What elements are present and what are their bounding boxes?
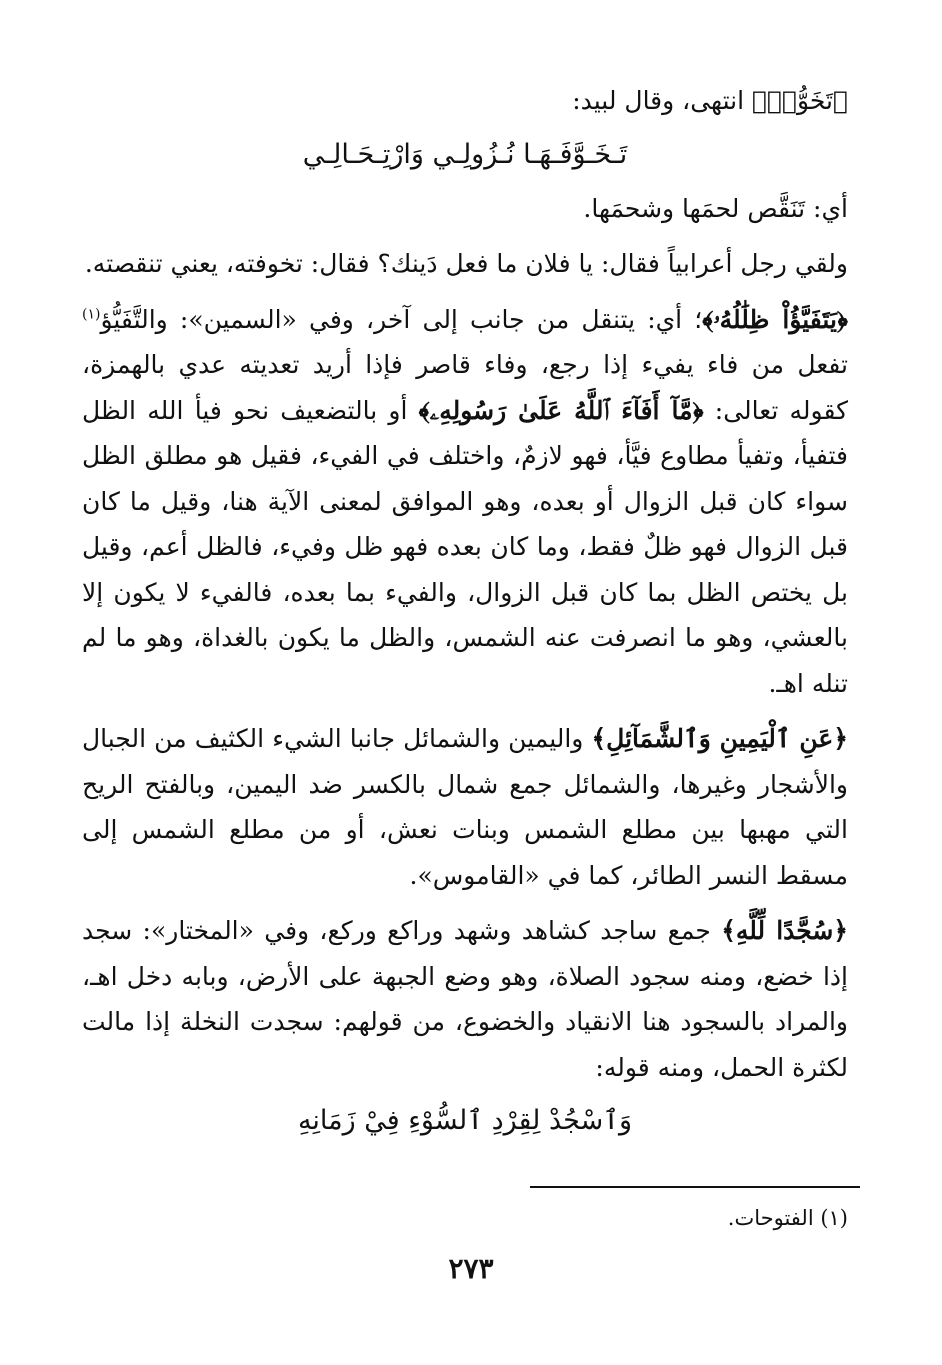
footnote-marker: (١) — [82, 306, 101, 323]
line-explanation: أي: تَنَقَّص لحمَها وشحمَها. — [583, 193, 848, 223]
quran-phrase-1: ﴿يَتَفَيَّؤُاْ ظِلَٰلُهُۥ﴾ — [702, 304, 849, 334]
page-number: ٢٧٣ — [448, 1252, 494, 1285]
footnote-divider — [530, 1186, 860, 1188]
poem-verse-2: وَٱسْجُدْ لِقِرْدِ ٱلسُّوْءِ فِيْ زَمَانِهِ — [297, 1105, 633, 1136]
paragraph-2 — [82, 297, 848, 707]
quran-phrase-2: ﴿مَّآ أَفَآءَ ٱللَّهُ عَلَىٰ رَسُولِهِۦ﴾ — [418, 395, 704, 425]
line-intro: ﴿تَخَوُّفٖ﴾ انتهى، وقال لبيد: — [572, 86, 848, 115]
paragraph-1: ولقي رجل أعرابياً فقال: يا فلان ما فعل دَينك؟ فقال: تخوفته، يعني تنقصته. — [84, 249, 848, 278]
footnote: (١) الفتوحات. — [727, 1206, 848, 1230]
paragraph-3 — [82, 716, 848, 898]
paragraph-4 — [82, 908, 848, 1090]
paragraph-3-text: واليمين والشمائل جانبا الشيء الكثيف من الجبال والأشجار وغيرها، والشمائل جمع شمال بالكسر ضد اليمين، وبالفتح الريح التي مهبها بين مطلع الشمس وبنات نعش، أو من مطلع الشمس إلى مسقط النسر الطائر، كما في «القاموس». — [82, 724, 848, 890]
paragraph-2-text-c: أو بالتضعيف نحو فيأ الله الظل فتفيأ، وتفيأ مطاوع فيَّأ، فهو لازمٌ، واختلف في الفيء، فقيل هو مطلق الظل سواء كان قبل الزوال أو بعده، وهو الموافق لمعنى الآية هنا، وقيل ما كان قبل الزوال فهو ظلٌ فقط، وما كان بعده فهو ظل وفيء، فالظل أعم، وقيل بل يختص الظل بما كان قبل الزوال، والفيء بما بعده، فالفيء لا يكون إلا بالعشي، وهو ما انصرفت عنه الشمس، والظل ما يكون بالغداة، وهو ما لم تنله اهـ. — [82, 395, 848, 698]
quran-phrase-3: ﴿عَنِ ٱلْيَمِينِ وَٱلشَّمَآئِلِ﴾ — [591, 724, 848, 753]
paragraph-4-text: جمع ساجد كشاهد وشهد وراكع وركع، وفي «المختار»: سجد إذا خضع، ومنه سجود الصلاة، وهو وضع الجبهة على الأرض، وبابه دخل اهـ، والمراد بالسجود هنا الانقياد والخضوع، من قولهم: سجدت النخلة إذا مالت لكثرة الحمل، ومنه قوله: — [82, 916, 848, 1082]
paragraph-2-text-b: تفعل من فاء يفيء إذا رجع، وفاء قاصر فإذا أريد تعديته عدي بالهمزة، كقوله تعالى: — [82, 350, 848, 425]
body-text — [82, 78, 848, 1152]
paragraph-2-text-a: ؛ أي: يتنقل من جانب إلى آخر، وفي «السمين»: والتَّفَيُّؤ — [100, 304, 703, 334]
poem-verse-1: تَـخَـوَّفَـهَـا نُـزُولِـي وَارْتِـحَـالِـي — [302, 138, 628, 170]
quran-phrase-4: ﴿سُجَّدًا لِّلَّهِ﴾ — [721, 916, 849, 945]
